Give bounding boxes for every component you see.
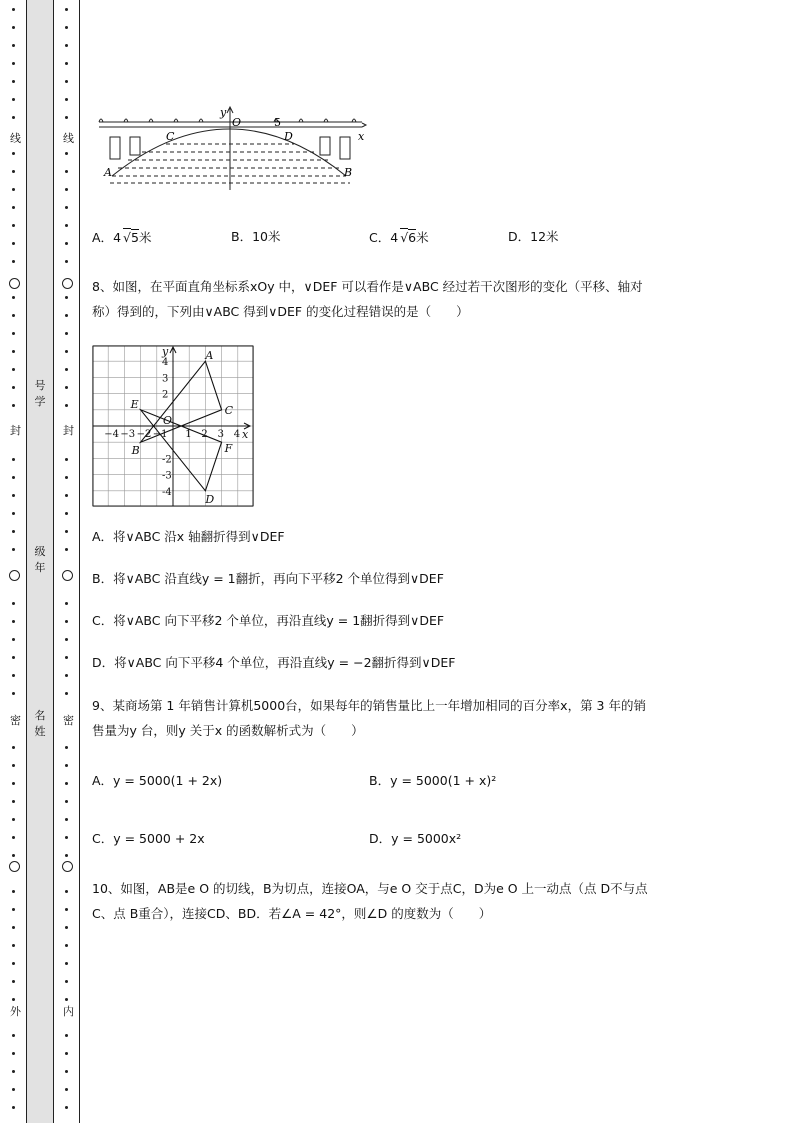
q10-stem-line2: C、点 B重合），连接CD、BD．若∠A = 42°，则∠D 的度数为（ ） bbox=[92, 906, 492, 921]
dot bbox=[12, 638, 15, 641]
dot bbox=[12, 350, 15, 353]
dot bbox=[12, 926, 15, 929]
point-label-B: B bbox=[131, 444, 140, 458]
student-number-field: 号学 bbox=[34, 379, 46, 408]
dot bbox=[65, 44, 68, 47]
point-label-C: C bbox=[224, 403, 234, 417]
dot bbox=[65, 620, 68, 623]
dot bbox=[65, 404, 68, 407]
dot bbox=[65, 962, 68, 965]
dot bbox=[12, 980, 15, 983]
dot bbox=[12, 476, 15, 479]
dot bbox=[12, 836, 15, 839]
label-D: D bbox=[284, 130, 293, 143]
point-label-E: E bbox=[130, 397, 139, 411]
dot bbox=[65, 656, 68, 659]
coordinate-grid-figure bbox=[92, 345, 254, 507]
dot bbox=[65, 458, 68, 461]
dot bbox=[65, 80, 68, 83]
dot bbox=[65, 782, 68, 785]
axis-label-y: y bbox=[162, 345, 169, 358]
dot bbox=[65, 764, 68, 767]
dot bbox=[65, 314, 68, 317]
q8-stem-line2: 称）得到的，下列由∨ABC 得到∨DEF 的变化过程错误的是（ ） bbox=[92, 304, 469, 319]
dot bbox=[65, 296, 68, 299]
x-tick-label: 4 bbox=[233, 429, 241, 440]
q9-option-d: D．y = 5000x² bbox=[369, 831, 462, 846]
dot bbox=[65, 512, 68, 515]
dot bbox=[12, 1088, 15, 1091]
label-O: O bbox=[232, 116, 242, 129]
outer-dotted-line bbox=[8, 0, 22, 1123]
dot bbox=[12, 332, 15, 335]
dot bbox=[12, 80, 15, 83]
dot bbox=[65, 1052, 68, 1055]
dot bbox=[65, 242, 68, 245]
q7-option-c: C．4 √6米 bbox=[369, 230, 429, 245]
inner-label-xian: 线 bbox=[63, 132, 74, 145]
dot bbox=[12, 206, 15, 209]
inner-label-nei: 内 bbox=[63, 1005, 74, 1018]
x-tick-label: 3 bbox=[217, 429, 224, 440]
q8-option-c: C．将∨ABC 向下平移2 个单位，再沿直线y = 1翻折得到∨DEF bbox=[92, 613, 445, 628]
q7-option-d: D．12米 bbox=[508, 229, 559, 244]
dot bbox=[12, 1034, 15, 1037]
inner-dotted-line bbox=[61, 0, 75, 1123]
dot bbox=[12, 656, 15, 659]
dot bbox=[12, 458, 15, 461]
axis-label-x: x bbox=[242, 428, 249, 441]
dot bbox=[65, 836, 68, 839]
dot bbox=[12, 494, 15, 497]
dot bbox=[65, 152, 68, 155]
margin-border-line bbox=[79, 0, 80, 1123]
dot bbox=[65, 206, 68, 209]
class-field: 级年 bbox=[34, 545, 46, 574]
dot bbox=[65, 386, 68, 389]
dot bbox=[65, 116, 68, 119]
dot bbox=[65, 170, 68, 173]
q8-option-d: D．将∨ABC 向下平移4 个单位，再沿直线y = −2翻折得到∨DEF bbox=[92, 655, 456, 670]
dot bbox=[65, 26, 68, 29]
binding-hole-circle bbox=[62, 278, 73, 289]
label-five: 5 bbox=[274, 116, 281, 129]
outer-label-xian: 线 bbox=[10, 132, 21, 145]
dot bbox=[65, 188, 68, 191]
y-tick-label: 2 bbox=[162, 389, 169, 401]
dot bbox=[65, 62, 68, 65]
dot bbox=[12, 746, 15, 749]
dot bbox=[65, 908, 68, 911]
q10-stem-line1: 10、如图，AB是e O 的切线，B为切点，连接OA，与e O 交于点C，D为e O 上一动点（点 D不与点 bbox=[92, 881, 648, 896]
dot bbox=[12, 692, 15, 695]
dot bbox=[12, 512, 15, 515]
label-x: x bbox=[358, 130, 365, 143]
dot bbox=[12, 116, 15, 119]
binding-hole-circle bbox=[9, 570, 20, 581]
dot bbox=[65, 1106, 68, 1109]
y-tick-label: 4 bbox=[162, 357, 169, 369]
outer-label-feng: 封 bbox=[10, 424, 21, 437]
dot bbox=[65, 890, 68, 893]
dot bbox=[65, 602, 68, 605]
dot bbox=[12, 854, 15, 857]
dot bbox=[12, 386, 15, 389]
dot bbox=[65, 854, 68, 857]
x-tick-label: −1 bbox=[152, 429, 168, 440]
dot bbox=[12, 242, 15, 245]
q8-option-b: B．将∨ABC 沿直线y = 1翻折，再向下平移2 个单位得到∨DEF bbox=[92, 571, 444, 586]
dot bbox=[65, 692, 68, 695]
q9-option-c: C．y = 5000 + 2x bbox=[92, 831, 205, 846]
q9-stem-line2: 售量为y 台，则y 关于x 的函数解析式为（ ） bbox=[92, 723, 364, 738]
dot bbox=[12, 620, 15, 623]
y-tick-label: 3 bbox=[162, 373, 169, 385]
dot bbox=[65, 350, 68, 353]
label-A: A bbox=[104, 166, 112, 179]
dot bbox=[12, 404, 15, 407]
dot bbox=[65, 674, 68, 677]
dot bbox=[12, 800, 15, 803]
dot bbox=[12, 170, 15, 173]
dot bbox=[12, 602, 15, 605]
dot bbox=[12, 26, 15, 29]
q7-option-b: B．10米 bbox=[231, 229, 281, 244]
outer-label-mi: 密 bbox=[10, 714, 21, 727]
x-tick-label: 2 bbox=[201, 429, 208, 440]
binding-hole-circle bbox=[9, 861, 20, 872]
dot bbox=[65, 98, 68, 101]
dot bbox=[12, 1070, 15, 1073]
dot bbox=[12, 368, 15, 371]
dot bbox=[12, 296, 15, 299]
dot bbox=[12, 44, 15, 47]
y-tick-label: -3 bbox=[162, 470, 172, 482]
dot bbox=[12, 962, 15, 965]
binding-hole-circle bbox=[62, 570, 73, 581]
dot bbox=[12, 890, 15, 893]
name-field: 名姓 bbox=[34, 709, 46, 738]
q9-stem-line1: 9、某商场第 1 年销售计算机5000台，如果每年的销售量比上一年增加相同的百分率x，第 3 年的销 bbox=[92, 698, 646, 713]
dot bbox=[65, 944, 68, 947]
q9-option-b: B．y = 5000(1 + x)² bbox=[369, 773, 497, 788]
dot bbox=[12, 944, 15, 947]
dot bbox=[12, 530, 15, 533]
dot bbox=[12, 152, 15, 155]
dot bbox=[12, 62, 15, 65]
dot bbox=[65, 548, 68, 551]
dot bbox=[12, 260, 15, 263]
dot bbox=[65, 260, 68, 263]
dot bbox=[65, 998, 68, 1001]
origin-label: O bbox=[163, 414, 173, 427]
point-label-F: F bbox=[224, 442, 233, 456]
dot bbox=[65, 476, 68, 479]
dot bbox=[12, 998, 15, 1001]
dot bbox=[12, 1106, 15, 1109]
dot bbox=[65, 1088, 68, 1091]
binding-hole-circle bbox=[62, 861, 73, 872]
label-y: y bbox=[220, 106, 227, 119]
dot bbox=[65, 368, 68, 371]
dot bbox=[12, 548, 15, 551]
triangle-def bbox=[141, 410, 222, 491]
dot bbox=[65, 8, 68, 11]
x-tick-label: −4 bbox=[104, 429, 119, 440]
q9-option-a: A．y = 5000(1 + 2x) bbox=[92, 773, 223, 788]
dot bbox=[65, 746, 68, 749]
dot bbox=[65, 926, 68, 929]
dot bbox=[12, 8, 15, 11]
dot bbox=[12, 782, 15, 785]
q8-option-a: A．将∨ABC 沿x 轴翻折得到∨DEF bbox=[92, 529, 285, 544]
dot bbox=[12, 764, 15, 767]
dot bbox=[65, 800, 68, 803]
dot bbox=[65, 332, 68, 335]
inner-label-mi: 密 bbox=[63, 714, 74, 727]
dot bbox=[65, 530, 68, 533]
dot bbox=[65, 494, 68, 497]
bridge-arch-figure bbox=[94, 104, 374, 192]
outer-label-wai: 外 bbox=[10, 1005, 21, 1018]
x-tick-label: 1 bbox=[185, 429, 192, 440]
dot bbox=[12, 674, 15, 677]
y-tick-label: -4 bbox=[162, 486, 172, 498]
dot bbox=[65, 224, 68, 227]
dot bbox=[12, 908, 15, 911]
dot bbox=[65, 818, 68, 821]
y-tick-label: -2 bbox=[162, 454, 172, 466]
dot bbox=[12, 818, 15, 821]
x-tick-label: −2 bbox=[136, 429, 152, 440]
binding-margin bbox=[0, 0, 82, 1123]
binding-hole-circle bbox=[9, 278, 20, 289]
dot bbox=[12, 224, 15, 227]
dot bbox=[12, 1052, 15, 1055]
inner-label-feng: 封 bbox=[63, 424, 74, 437]
dot bbox=[12, 98, 15, 101]
dot bbox=[12, 188, 15, 191]
dot bbox=[65, 1034, 68, 1037]
label-B: B bbox=[344, 166, 353, 179]
dot bbox=[65, 980, 68, 983]
dot bbox=[12, 314, 15, 317]
x-tick-label: −3 bbox=[120, 429, 136, 440]
q7-option-a: A．4 √5米 bbox=[92, 230, 152, 245]
point-label-A: A bbox=[205, 349, 214, 363]
q8-stem-line1: 8、如图，在平面直角坐标系xOy 中，∨DEF 可以看作是∨ABC 经过若干次图形的变化（平移、轴对 bbox=[92, 279, 643, 294]
dot bbox=[65, 1070, 68, 1073]
dot bbox=[65, 638, 68, 641]
point-label-D: D bbox=[205, 492, 215, 506]
label-C: C bbox=[166, 130, 175, 143]
